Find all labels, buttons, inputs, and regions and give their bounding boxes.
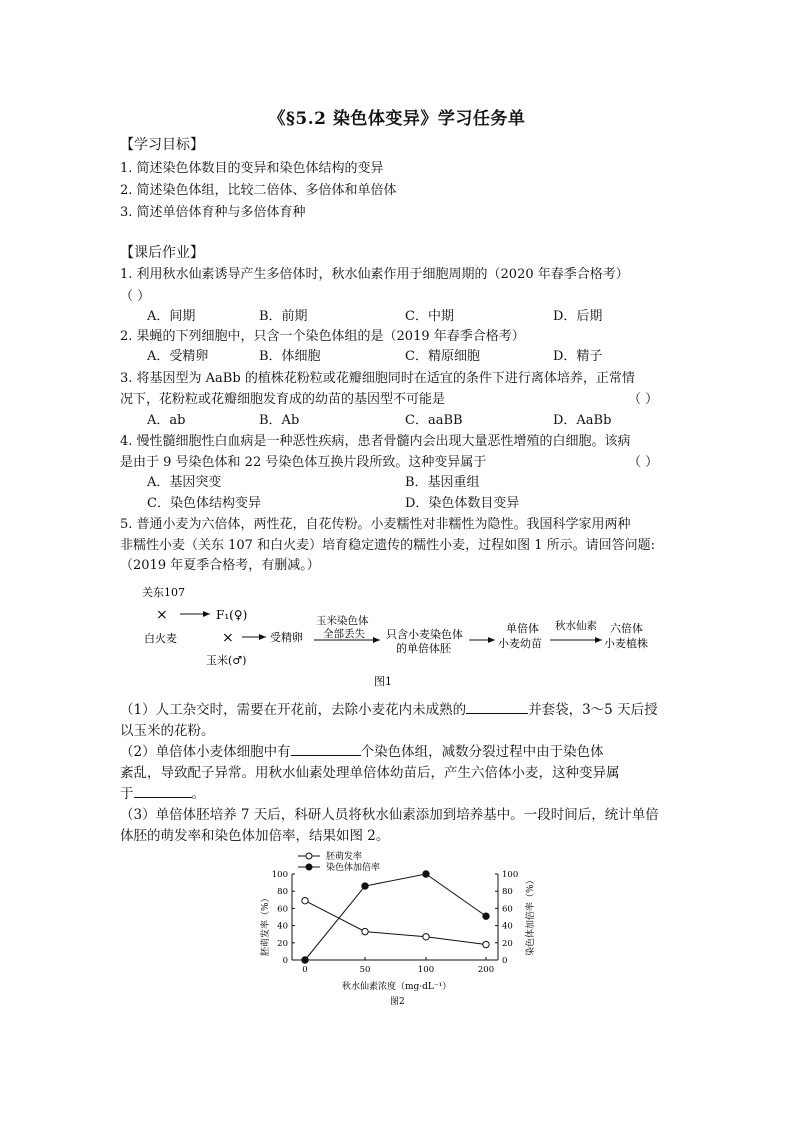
germination-rate-point bbox=[302, 897, 308, 903]
right-axis-label: 染色体加倍率（%） bbox=[526, 875, 536, 956]
doubling-rate-point bbox=[483, 913, 489, 919]
cross-symbol: × bbox=[156, 607, 168, 623]
q1-option-a: A．间期 bbox=[147, 309, 196, 324]
parent2-label: 白火麦 bbox=[144, 632, 177, 645]
subq3-line1: （3）单倍体胚培养 7 天后，科研人员将秋水仙素添加到培养基中。一段时间后，统计单倍 bbox=[120, 807, 659, 823]
q2-option-c: C．精原细胞 bbox=[405, 349, 480, 364]
legend-marker-germination bbox=[306, 853, 312, 859]
subq2-line1: （2）单倍体小麦体细胞中有 个染色体组，减数分裂过程中由于染色体 bbox=[120, 744, 604, 760]
q3-option-b: B．Ab bbox=[259, 413, 300, 428]
right-tick-label: 100 bbox=[502, 870, 519, 880]
answer-blank-1[interactable] bbox=[466, 701, 528, 714]
q4-stem-2: 是由于 9 号染色体和 22 号染色体互换片段所致。这种变异属于 bbox=[120, 455, 487, 470]
q3-stem-2: 况下，花粉粒或花瓣细胞发育成的幼苗的基因型不可能是 bbox=[120, 392, 446, 407]
left-tick-label: 80 bbox=[277, 887, 288, 898]
colchicine-arrow-label: 秋水仙素 bbox=[555, 620, 597, 632]
left-tick-label: 20 bbox=[277, 938, 288, 949]
figure2-caption: 图2 bbox=[390, 997, 405, 1007]
q4-option-a: A．基因突变 bbox=[147, 475, 222, 490]
q3-option-a: A．ab bbox=[147, 413, 186, 428]
germination-rate-point bbox=[362, 928, 368, 934]
chromosome-loss-top: 玉米染色体 bbox=[316, 615, 369, 627]
germination-rate-point bbox=[483, 941, 489, 947]
q3-stem: 3. 将基因型为 AaBb 的植株花粉粒或花瓣细胞同时在适宜的条件下进行离体培养，正常情 bbox=[120, 371, 635, 386]
embryo-bottom: 的单倍体胚 bbox=[396, 642, 451, 655]
q2-stem: 2. 果蝇的下列细胞中，只含一个染色体组的是（2019 年春季合格考） bbox=[120, 329, 525, 344]
subq1-line1: （1）人工杂交时，需要在开花前，去除小麦花内未成熟的 并套袋，3～5 天后授 bbox=[120, 702, 658, 718]
subq3-line2: 体胚的萌发率和染色体加倍率，结果如图 2。 bbox=[120, 828, 390, 844]
x-axis-label: 秋水仙素浓度（mg·dL⁻¹） bbox=[342, 982, 452, 992]
hexaploid-bottom: 小麦植株 bbox=[604, 637, 648, 650]
doubling-rate-line bbox=[305, 874, 486, 960]
q4-option-d: D．染色体数目变异 bbox=[405, 496, 520, 511]
chromosome-loss-bottom: 全部丢失 bbox=[323, 628, 365, 640]
legend-label-doubling: 染色体加倍率 bbox=[326, 863, 381, 873]
q2-option-b: B．体细胞 bbox=[259, 349, 321, 364]
q1-stem: 1. 利用秋水仙素诱导产生多倍体时，秋水仙素作用于细胞周期的（2020 年春季合格考） bbox=[120, 267, 629, 282]
q1-option-b: B．前期 bbox=[259, 309, 308, 324]
q3-option-d: D．AaBb bbox=[553, 413, 612, 428]
q5-stem-2: 非糯性小麦（关东 107 和白火麦）培育稳定遗传的糯性小麦，过程如图 1 所示。请回答问题: bbox=[120, 538, 655, 553]
subq1-line2: 以玉米的花粉。 bbox=[120, 723, 215, 739]
right-tick-label: 60 bbox=[502, 904, 513, 915]
figure1-flow-diagram bbox=[130, 580, 690, 692]
q4-option-b: B．基因重组 bbox=[405, 475, 480, 490]
figure1-caption: 图1 bbox=[374, 675, 392, 688]
q5-stem: 5. 普通小麦为六倍体，两性花，自花传粉。小麦糯性对非糯性为隐性。我国科学家用两种 bbox=[120, 517, 631, 532]
seedling-top: 单倍体 bbox=[506, 622, 539, 635]
hexaploid-top: 六倍体 bbox=[610, 622, 643, 635]
seedling-bottom: 小麦幼苗 bbox=[498, 637, 542, 650]
zygote-label: 受精卵 bbox=[270, 631, 303, 644]
q1-option-d: D．后期 bbox=[553, 309, 603, 324]
corn-label: 玉米(♂) bbox=[206, 654, 247, 667]
left-tick-label: 0 bbox=[282, 956, 288, 966]
q1-answer-paren: （ ） bbox=[120, 289, 151, 304]
cross-symbol-2: × bbox=[222, 630, 234, 646]
x-tick-label: 50 bbox=[359, 965, 371, 975]
subq2-line2: 紊乱，导致配子异常。用秋水仙素处理单倍体幼苗后，产生六倍体小麦，这种变异属 bbox=[120, 765, 620, 781]
doubling-rate-point bbox=[423, 871, 429, 877]
q3-answer-paren: （ ） bbox=[628, 392, 659, 407]
doubling-rate-point bbox=[362, 883, 368, 889]
homework-heading: 【课后作业】 bbox=[120, 245, 204, 261]
q4-option-c: C．染色体结构变异 bbox=[147, 496, 261, 511]
right-tick-label: 0 bbox=[502, 956, 508, 966]
f1-label: F₁(♀) bbox=[216, 608, 248, 622]
page-title: 《§5.2 染色体变异》学习任务单 bbox=[268, 109, 526, 129]
goals-heading: 【学习目标】 bbox=[120, 137, 204, 153]
q3-option-c: C．aaBB bbox=[405, 413, 463, 428]
embryo-top: 只含小麦染色体 bbox=[386, 628, 463, 641]
goal-item: 3. 简述单倍体育种与多倍体育种 bbox=[120, 205, 306, 220]
goal-item: 2. 简述染色体组，比较二倍体、多倍体和单倍体 bbox=[120, 183, 397, 198]
q4-stem: 4. 慢性髓细胞性白血病是一种恶性疾病，患者骨髓内会出现大量恶性增殖的白细胞。该病 bbox=[120, 434, 631, 449]
figure2-chart bbox=[250, 848, 560, 1010]
left-tick-label: 60 bbox=[277, 904, 288, 915]
q4-answer-paren: （ ） bbox=[628, 455, 659, 470]
legend-marker-doubling bbox=[306, 864, 312, 870]
left-tick-label: 100 bbox=[271, 870, 288, 880]
q5-stem-3: （2019 年夏季合格考，有删减。） bbox=[120, 558, 320, 573]
parent1-label: 关东107 bbox=[142, 586, 185, 599]
left-axis-label: 胚萌发率（%） bbox=[261, 893, 271, 956]
right-tick-label: 40 bbox=[502, 921, 513, 932]
answer-blank-3[interactable] bbox=[134, 785, 192, 798]
q2-option-a: A．受精卵 bbox=[147, 349, 209, 364]
q2-option-d: D．精子 bbox=[553, 349, 603, 364]
answer-blank-2[interactable] bbox=[291, 743, 361, 756]
x-tick-label: 0 bbox=[302, 965, 308, 975]
doubling-rate-point bbox=[302, 957, 308, 963]
germination-rate-line bbox=[305, 901, 486, 945]
right-tick-label: 20 bbox=[502, 938, 513, 949]
legend-label-germination: 胚萌发率 bbox=[326, 852, 363, 862]
x-tick-label: 200 bbox=[477, 965, 495, 975]
goal-item: 1. 简述染色体数目的变异和染色体结构的变异 bbox=[120, 161, 384, 176]
subq2-line3: 于 。 bbox=[120, 786, 205, 802]
q1-option-c: C．中期 bbox=[405, 309, 454, 324]
germination-rate-point bbox=[423, 934, 429, 940]
x-tick-label: 100 bbox=[417, 965, 435, 975]
right-tick-label: 80 bbox=[502, 887, 513, 898]
left-tick-label: 40 bbox=[277, 921, 288, 932]
